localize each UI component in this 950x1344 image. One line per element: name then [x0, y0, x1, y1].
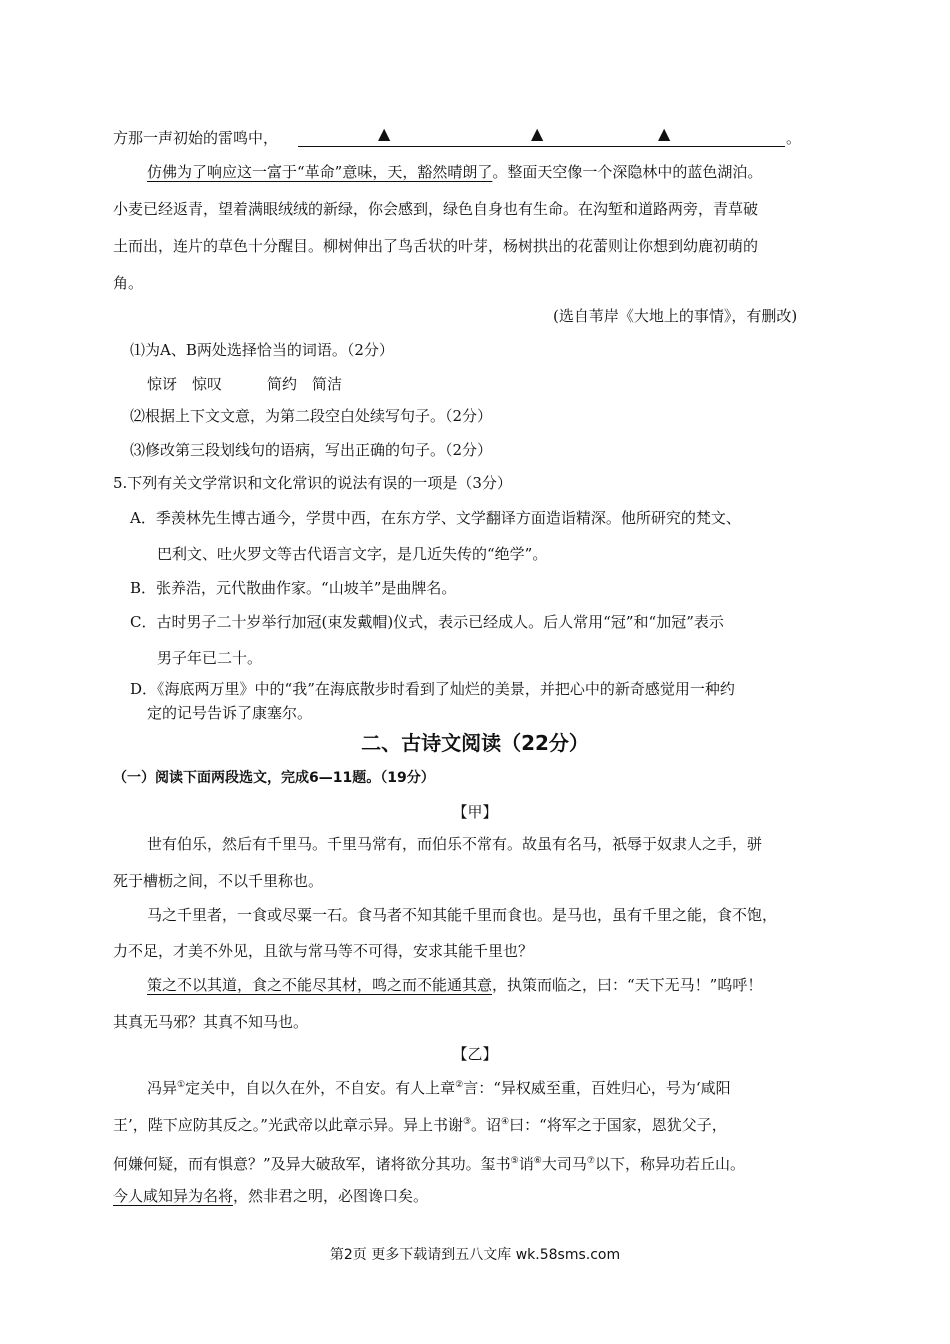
underlined-sentence: 仿佛为了响应这一富于“革命”意味，天，豁然晴朗了 [147, 163, 493, 181]
footnote-marker: ⑤ [510, 1156, 519, 1166]
passage-period: 。 [786, 129, 802, 147]
triangle-icon: ▲ [658, 124, 671, 143]
passage-line: 小麦已经返青，望着满眼绒绒的新绿，你会感到，绿色自身也有生命。在沟堑和道路两旁，青草破 [113, 200, 759, 218]
triangle-icon: ▲ [378, 124, 391, 143]
question-4-3: ⑶修改第三段划线句的语病，写出正确的句子。（2分） [130, 441, 493, 459]
passage-line: 角。 [113, 274, 144, 292]
option-c-cont: 男子年已二十。 [157, 649, 263, 667]
page-footer: 第2页 更多下载请到五八文库 wk.58sms.com [329, 1247, 621, 1263]
section-title: 二、古诗文阅读（22分） [361, 731, 589, 755]
option-b: B．张养浩，元代散曲作家。“山坡羊”是曲牌名。 [130, 579, 457, 597]
passage-yi-heading: 【乙】 [452, 1045, 498, 1063]
jia-line: 马之千里者，一食或尽粟一石。食马者不知其能千里而食也。是马也，虽有千里之能，食不饱， [147, 906, 778, 924]
option-a-cont: 巴利文、吐火罗文等古代语言文字，是几近失传的“绝学”。 [157, 545, 548, 563]
triangle-icon: ▲ [531, 124, 544, 143]
yi-line: 王’，陛下应防其反之。”光武帝以此章示异。异上书谢③。诏④曰：“将军之于国家，恩犹父子， [113, 1116, 727, 1134]
option-d-cont: 定的记号告诉了康塞尔。 [147, 704, 313, 722]
underlined-sentence: 策之不以其道，食之不能尽其材，鸣之而不能通其意 [147, 976, 493, 994]
option-d: D．《海底两万里》中的“我”在海底散步时看到了灿烂的美景，并把心中的新奇感觉用一种约 [130, 680, 735, 698]
jia-line: 力不足，才美不外见，且欲与常马等不可得，安求其能千里也？ [113, 942, 534, 960]
option-c: C．古时男子二十岁举行加冠(束发戴帽)仪式，表示已经成人。后人常用“冠”和“加冠”表示 [130, 613, 724, 631]
passage-line: 方那一声初始的雷鸣中， [113, 129, 279, 147]
passage-jia-heading: 【甲】 [452, 803, 498, 821]
footnote-marker: ③ [462, 1117, 472, 1127]
question-4-options: 惊讶 惊叹 简约 简洁 [147, 375, 343, 393]
footnote-marker: ⑥ [533, 1156, 542, 1166]
section-subtitle: （一）阅读下面两段选文，完成6—11题。（19分） [113, 770, 435, 786]
jia-line: 世有伯乐，然后有千里马。千里马常有，而伯乐不常有。故虽有名马，祇辱于奴隶人之手，骈 [147, 835, 763, 853]
question-4-2: ⑵根据上下文文意，为第二段空白处续写句子。（2分） [130, 407, 493, 425]
yi-line: 何嫌何疑，而有惧意？”及异大破敌军，诸将欲分其功。玺书⑤诮⑥大司马⑦以下，称异功若丘山。 [113, 1155, 745, 1173]
passage-paragraph-3: 仿佛为了响应这一富于“革命”意味，天，豁然晴朗了。整面天空像一个深隐林中的蓝色湖泊。 [147, 163, 763, 181]
fill-blank [298, 146, 785, 147]
option-a: A．季羡林先生博古通今，学贯中西，在东方学、文学翻译方面造诣精深。他所研究的梵文、 [130, 509, 741, 527]
underlined-sentence: 今人咸知异为名将 [113, 1187, 234, 1205]
footnote-marker: ① [177, 1080, 186, 1090]
passage-source: (选自苇岸《大地上的事情》，有删改) [553, 307, 798, 325]
jia-line: 死于槽枥之间，不以千里称也。 [113, 872, 324, 890]
passage-line: 土而出，连片的草色十分醒目。柳树伸出了鸟舌状的叶芽，杨树拱出的花蕾则让你想到幼鹿初萌的 [113, 237, 759, 255]
jia-line: 策之不以其道，食之不能尽其材，鸣之而不能通其意，执策而临之，曰：“天下无马！”呜呼！ [147, 976, 763, 994]
yi-line: 冯异①定关中，自以久在外，不自安。有人上章②言：“异权威至重，百姓归心，号为‘咸阳 [147, 1079, 731, 1097]
footnote-marker: ⑦ [586, 1156, 595, 1166]
question-4-1: ⑴为A、B两处选择恰当的词语。（2分） [130, 341, 394, 359]
footnote-marker: ② [455, 1080, 464, 1090]
footnote-marker: ④ [501, 1117, 510, 1127]
jia-line: 其真无马邪？其真不知马也。 [113, 1013, 309, 1031]
question-5-stem: 5.下列有关文学常识和文化常识的说法有误的一项是（3分） [113, 474, 512, 492]
yi-line: 今人咸知异为名将，然非君之明，必图谗口矣。 [113, 1187, 429, 1205]
